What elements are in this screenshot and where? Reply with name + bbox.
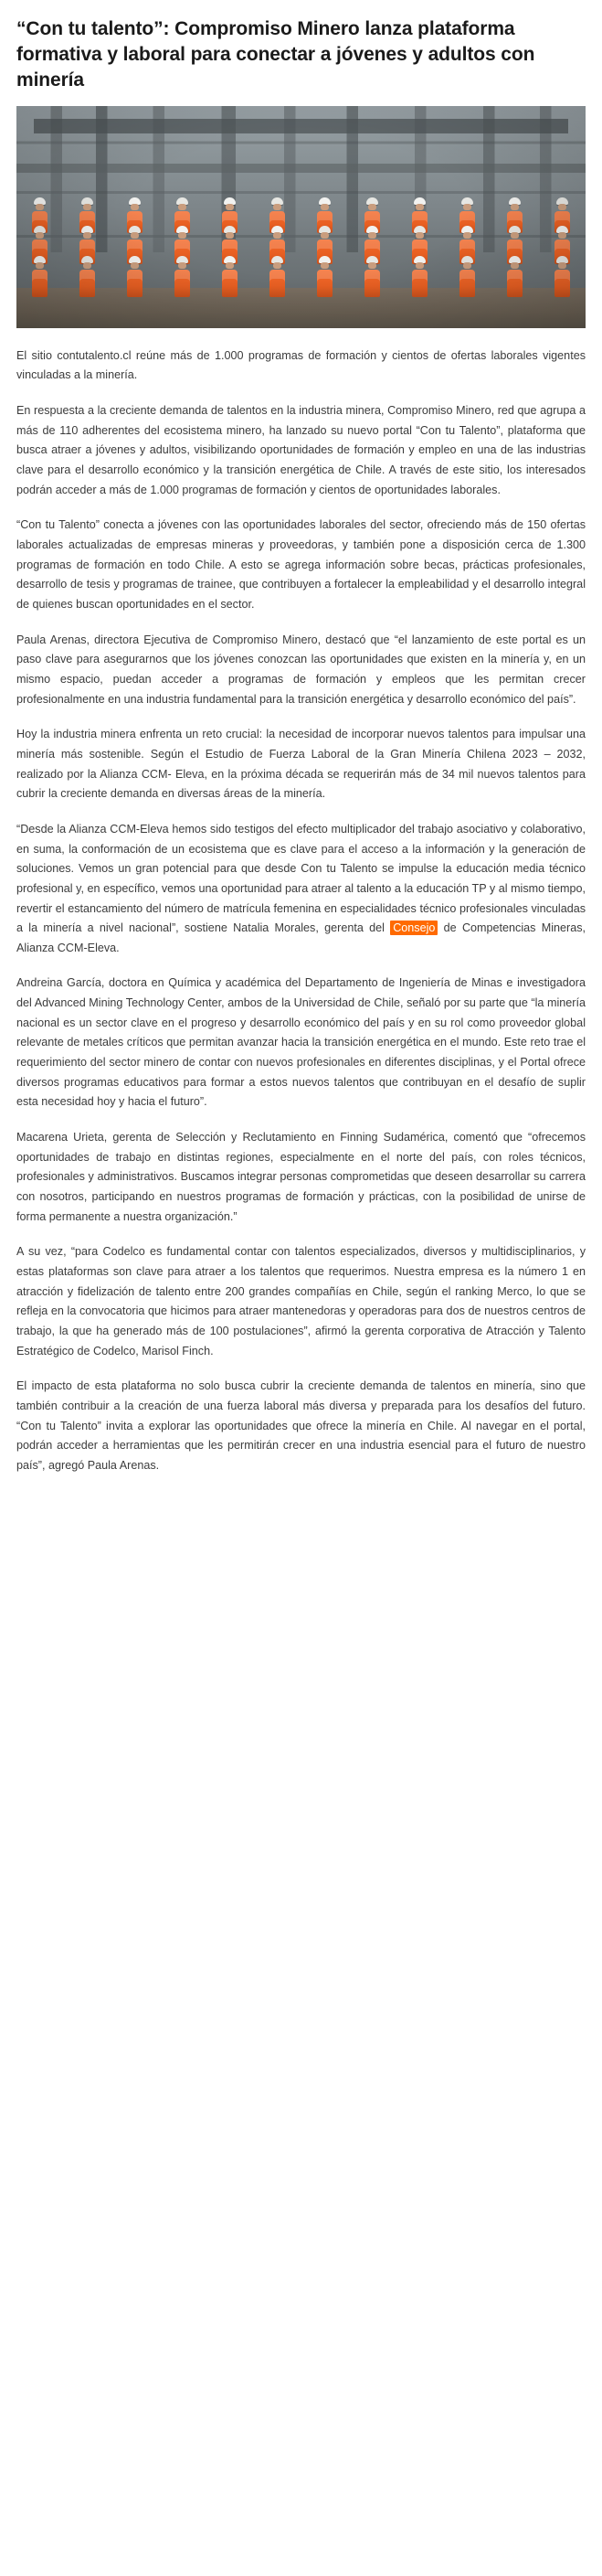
article-paragraph: En respuesta a la creciente demanda de talentos en la industria minera, Compromiso Minero, red que agrupa a más de 110 adherentes del ecosistema minero, ha lanzado su nuevo portal “Con tu Talento”, plataforma que busca atraer a jóvenes y adultos, visibilizando oportunidades de formación y empleo en una de las industrias clave para el desarrollo económico y la transición energética de Chile. A través de este sitio, los interesados podrán acceder a más de 1.000 programas de formación y cientos de oportunidades laborales. bbox=[16, 404, 586, 496]
article-paragraph: A su vez, “para Codelco es fundamental contar con talentos especializados, diversos y multidisciplinarios, y estas plataformas son clave para atraer a los talentos que requerimos. Nuestra empresa es la número 1 en atracción y fidelización de talento entre 200 grandes compañías en Chile, según el ranking Merco, lo que se refleja en la convocatoria que hicimos para atraer mantenedoras y operadoras para dos de nuestros centros de trabajo, la que ha generado más de 100 postulaciones”, afirmó la gerenta corporativa de Atracción y Talento Estratégico de Codelco, Marisol Finch. bbox=[16, 1245, 586, 1357]
highlighted-term: Consejo bbox=[390, 921, 438, 935]
article-paragraph: Macarena Urieta, gerenta de Selección y Reclutamiento en Finning Sudamérica, comentó que “ofrecemos oportunidades de trabajo en distintas regiones, especialmente en el norte del país, con roles técnicos, profesionales y administrativos. Buscamos integrar personas comprometidas que deseen desarrollar su carrera con nosotros, participando en nuestros programas de formación y prácticas, con la posibilidad de unirse de forma permanente a nuestra organización.” bbox=[16, 1131, 586, 1223]
article-paragraph: El impacto de esta plataforma no solo busca cubrir la creciente demanda de talentos en minería, sino que también contribuir a la creación de una fuerza laboral más diversa y preparada para los desafíos del futuro. “Con tu Talento” invita a explorar las oportunidades que ofrece la minería en Chile. Al navegar en el portal, podrán acceder a herramientas que les permitirán crecer en una industria esencial para el futuro de nuestro país”, agregó Paula Arenas. bbox=[16, 1379, 586, 1472]
article-paragraph: “Con tu Talento” conecta a jóvenes con las oportunidades laborales del sector, ofreciendo más de 150 ofertas laborales actualizadas de empresas mineras y proveedoras, y también pone a disposición cerca de 1.300 programas de formación en todo Chile. A esto se agrega información sobre becas, prácticas profesionales, desarrollo de tesis y programas de trainee, que contribuyen a fortalecer la empleabilidad y el desarrollo integral de quienes buscan oportunidades en el sector. bbox=[16, 518, 586, 611]
hero-image bbox=[16, 106, 586, 328]
article-body bbox=[16, 346, 586, 1476]
article-paragraph-with-highlight bbox=[16, 820, 586, 959]
hero-vignette bbox=[16, 106, 586, 328]
page-title: “Con tu talento”: Compromiso Minero lanza plataforma formativa y laboral para conectar a jóvenes y adultos con minería bbox=[16, 18, 535, 90]
article-lede: El sitio contutalento.cl reúne más de 1.000 programas de formación y cientos de ofertas laborales vigentes vinculadas a la minería. bbox=[16, 348, 586, 382]
article-paragraph: Paula Arenas, directora Ejecutiva de Compromiso Minero, destacó que “el lanzamiento de este portal es un paso clave para asegurarnos que los jóvenes conozcan las oportunidades que existen en la minería y, en un mismo espacio, puedan acceder a programas de formación y empleos que les permitan crecer profesionalmente en una industria fundamental para la transición energética y desarrollo económico del país”. bbox=[16, 633, 586, 706]
quote-text-after: de Competencias Mineras, Alianza CCM-Eleva. bbox=[16, 921, 586, 954]
article-paragraph: Hoy la industria minera enfrenta un reto crucial: la necesidad de incorporar nuevos talentos para impulsar una minería más sostenible. Según el Estudio de Fuerza Laboral de la Gran Minería Chilena 2023 – 2032, realizado por la Alianza CCM- Eleva, en la próxima década se requerirán más de 34 mil nuevos talentos para cubrir la creciente demanda en diversas áreas de la minería. bbox=[16, 728, 586, 801]
quote-text-before: “Desde la Alianza CCM-Eleva hemos sido testigos del efecto multiplicador del trabajo asociativo y colaborativo, en suma, la conformación de un ecosistema que es clave para el acceso a la información y la generación de soluciones. Vemos un gran potencial para que desde Con tu Talento se impulse la educación media técnico profesional y, en específico, vemos una oportunidad para atraer al talento a la educación TP y al mismo tiempo, revertir el estancamiento del número de matrícula femenina en especialidades técnico profesionales vinculadas a la minería a nivel nacional”, sostiene Natalia Morales, gerenta del bbox=[16, 822, 586, 935]
article-paragraph: Andreina García, doctora en Química y académica del Departamento de Ingeniería de Minas e investigadora del Advanced Mining Technology Center, ambos de la Universidad de Chile, señaló por su parte que “la minería nacional es un sector clave en el progreso y desarrollo económico del país y en su rol como proveedor global relevante de metales críticos que permitan avanzar hacia la transición energética en el mundo. Este reto trae el requerimiento del sector minero de contar con nuevos profesionales en diferentes disciplinas, y el Portal ofrece diversos programas educativos para formar a estos nuevos talentos que contribuyan en el desafío de suplir esta necesidad hoy y hacia el futuro”. bbox=[16, 976, 586, 1109]
